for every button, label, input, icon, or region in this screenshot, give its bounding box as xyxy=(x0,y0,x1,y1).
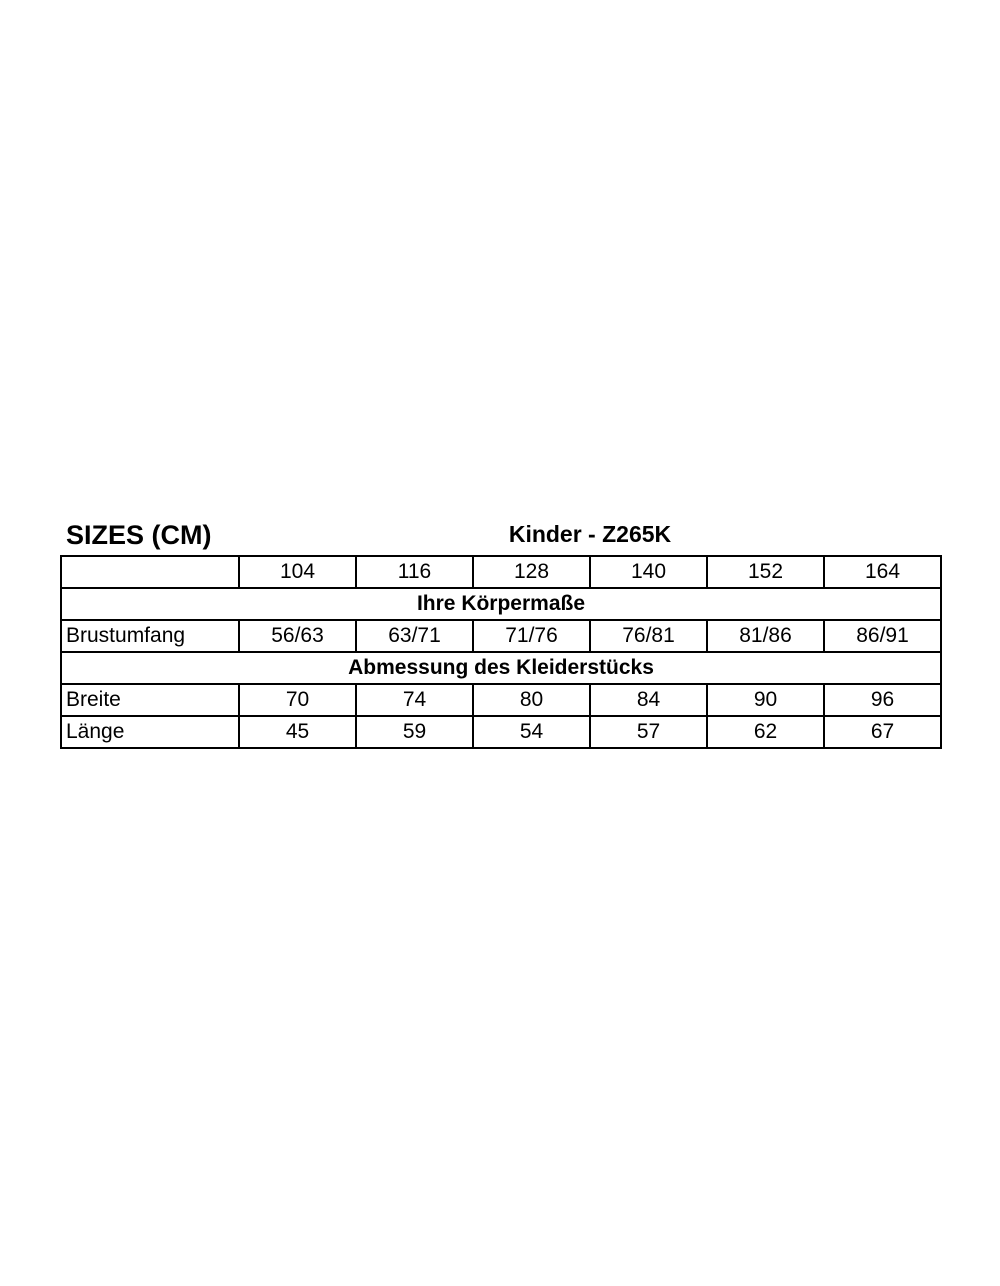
size-chart-title: SIZES (CM) xyxy=(66,520,212,550)
table-cell: 86/91 xyxy=(824,620,941,652)
table-cell: 67 xyxy=(824,716,941,748)
size-header-cell: 104 xyxy=(239,556,356,588)
size-header-cell: 152 xyxy=(707,556,824,588)
section-heading: Ihre Körpermaße xyxy=(61,588,941,620)
table-cell: 70 xyxy=(239,684,356,716)
section-heading: Abmessung des Kleiderstücks xyxy=(61,652,941,684)
size-header-cell: 116 xyxy=(356,556,473,588)
table-cell: 59 xyxy=(356,716,473,748)
row-label: Breite xyxy=(61,684,239,716)
section-row-body-measurements xyxy=(61,588,941,620)
table-row xyxy=(61,620,941,652)
table-cell: 56/63 xyxy=(239,620,356,652)
size-header-cell: 164 xyxy=(824,556,941,588)
section-row-garment-measurements xyxy=(61,652,941,684)
table-cell: 63/71 xyxy=(356,620,473,652)
table-cell: 45 xyxy=(239,716,356,748)
row-label: Länge xyxy=(61,716,239,748)
table-row xyxy=(61,684,941,716)
table-cell: 76/81 xyxy=(590,620,707,652)
size-header-cell: 128 xyxy=(473,556,590,588)
product-title: Kinder - Z265K xyxy=(508,521,672,547)
table-cell: 74 xyxy=(356,684,473,716)
table-cell: 71/76 xyxy=(473,620,590,652)
row-label: Brustumfang xyxy=(61,620,239,652)
size-table xyxy=(60,555,942,749)
header-empty-cell xyxy=(61,556,239,588)
table-cell: 84 xyxy=(590,684,707,716)
table-cell: 80 xyxy=(473,684,590,716)
size-header-cell: 140 xyxy=(590,556,707,588)
table-cell: 62 xyxy=(707,716,824,748)
table-row xyxy=(61,716,941,748)
table-cell: 57 xyxy=(590,716,707,748)
size-header-row xyxy=(61,556,941,588)
table-cell: 90 xyxy=(707,684,824,716)
table-cell: 81/86 xyxy=(707,620,824,652)
table-cell: 96 xyxy=(824,684,941,716)
table-cell: 54 xyxy=(473,716,590,748)
